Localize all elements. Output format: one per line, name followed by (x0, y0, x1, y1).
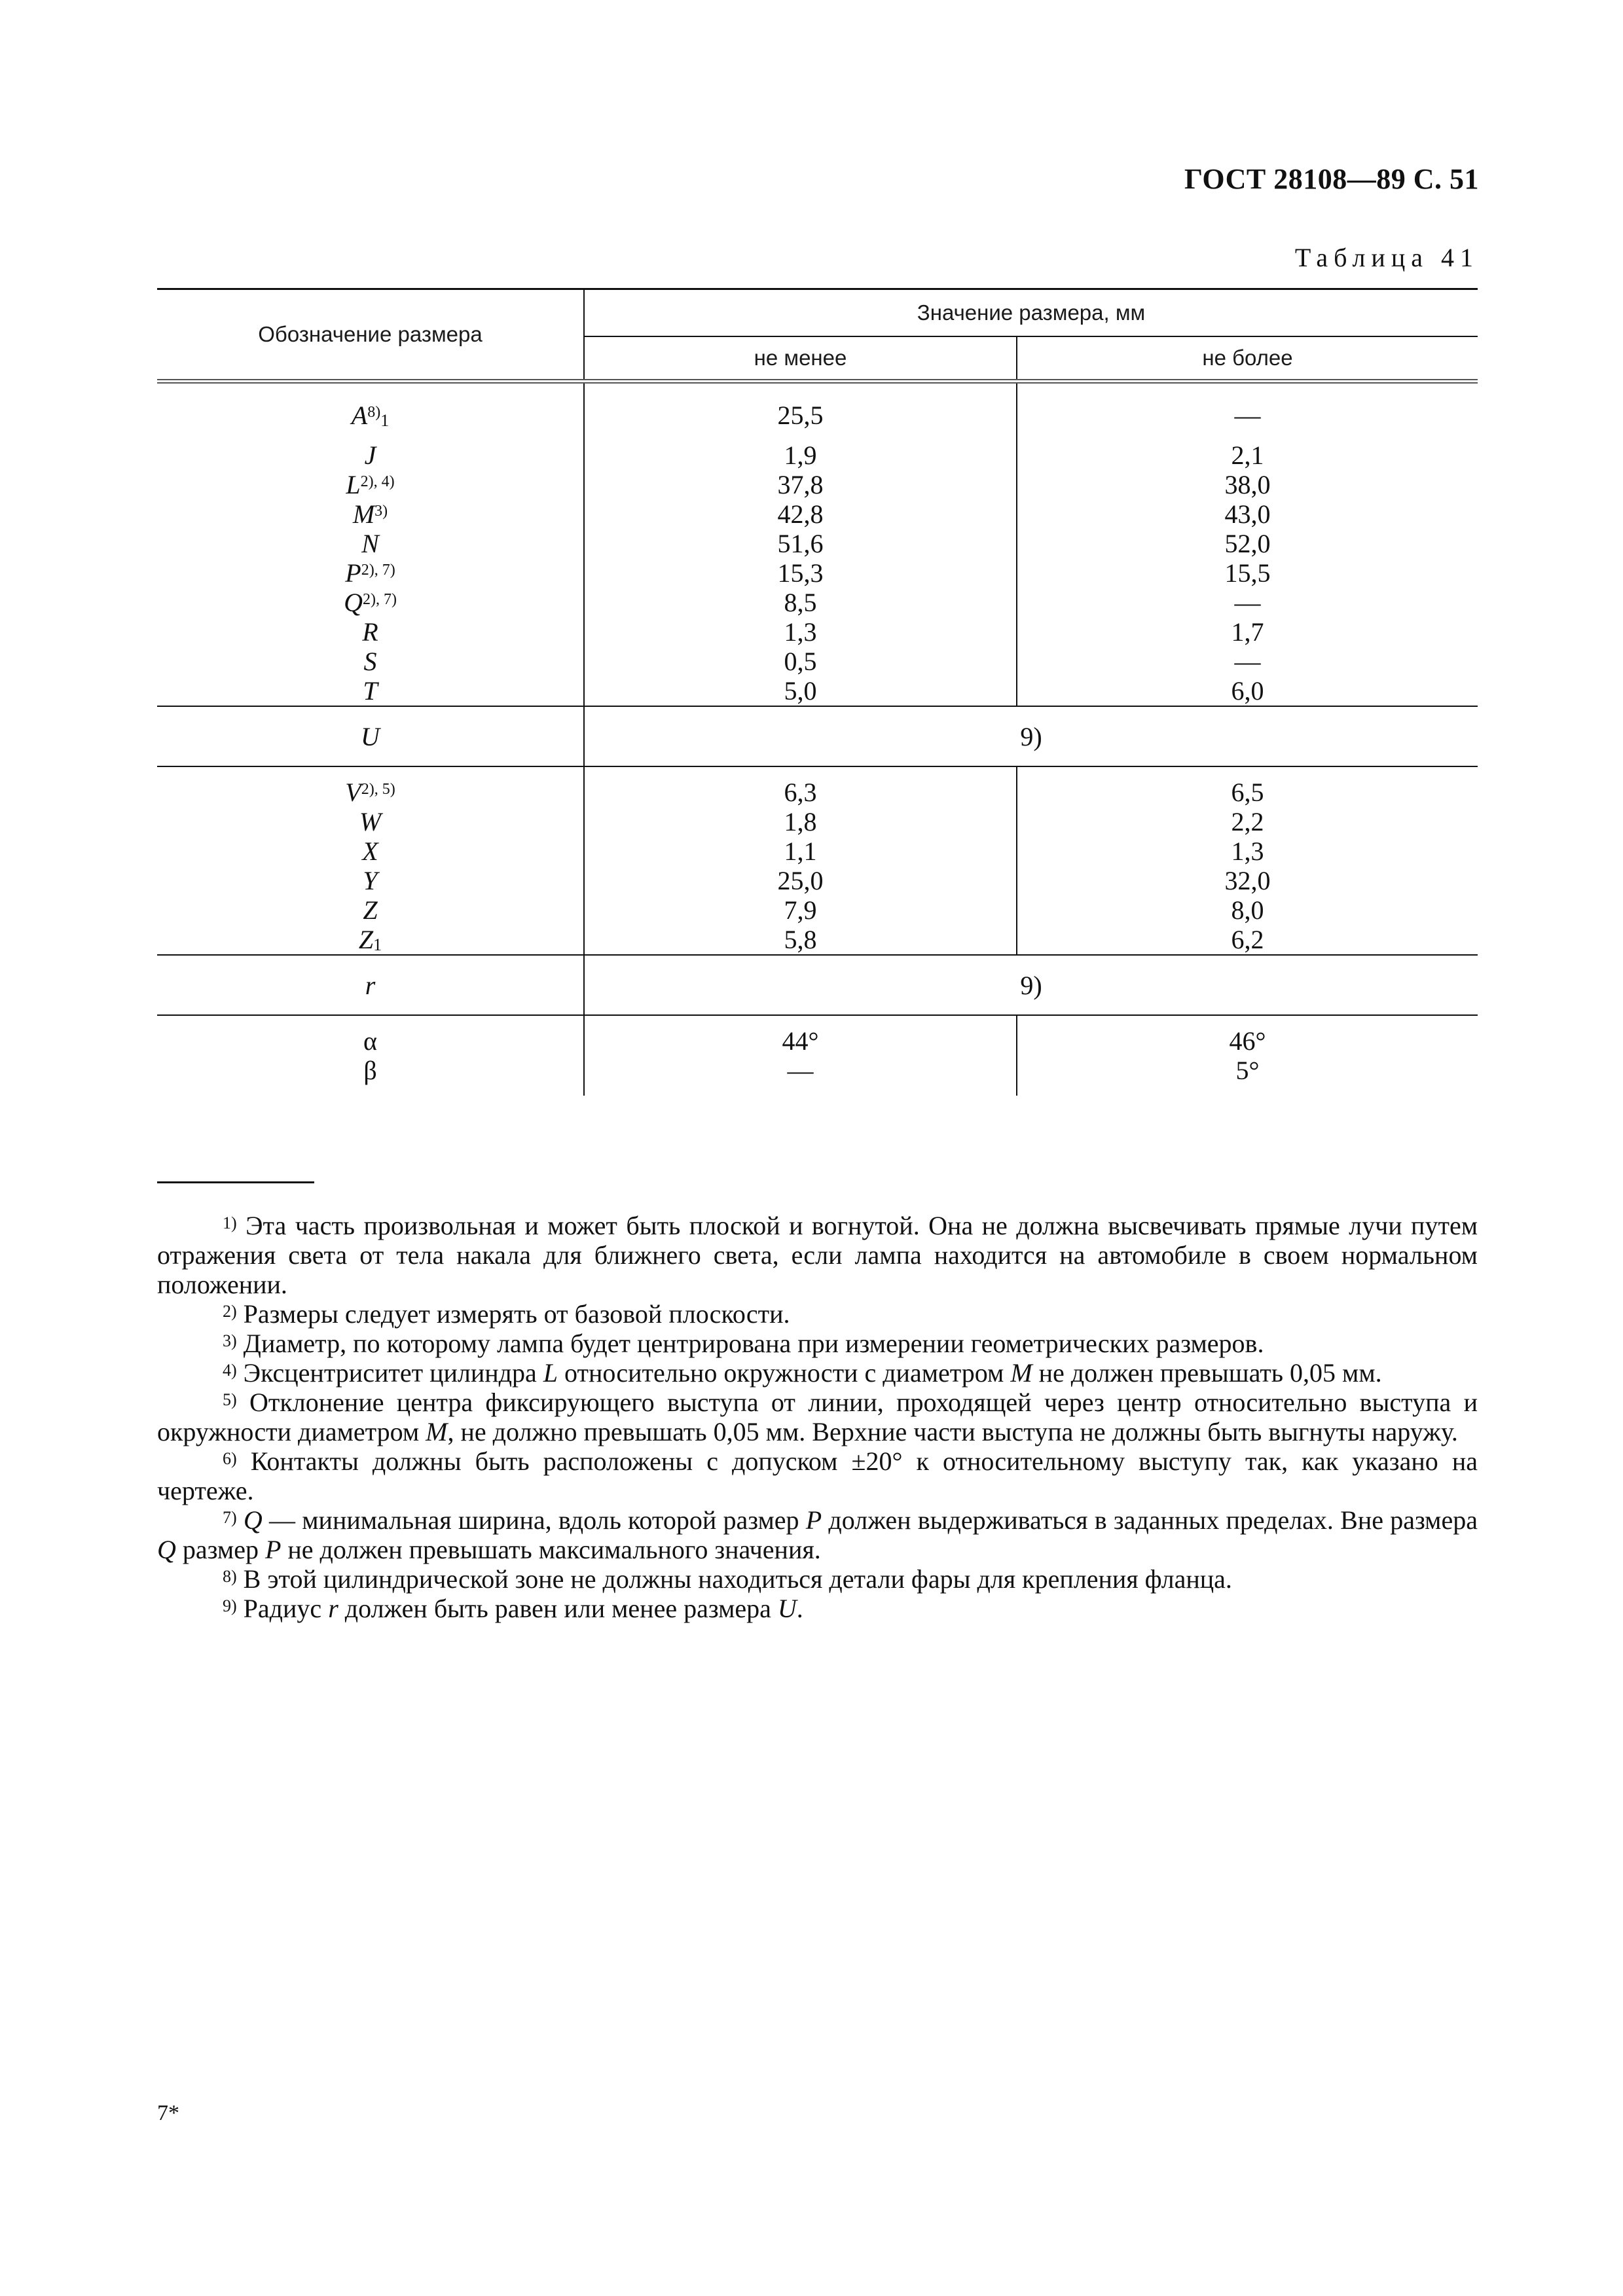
footnote-3: $^{3)}$ Диаметр, по которому лампа будет центрирована при измерении геометрических размеров. (223, 1329, 1264, 1358)
table-row (157, 558, 1478, 588)
table-row (157, 617, 1478, 647)
designation-cell: $Z_1$ (358, 925, 382, 954)
table-row (157, 866, 1478, 895)
min-value-cell: 1,3 (584, 617, 1017, 647)
table-label: Таблица 41 (1294, 243, 1479, 272)
table-row (157, 588, 1478, 617)
designation-cell: $Q^{2), 7)}$ (344, 588, 397, 617)
min-value-cell: 25,5 (584, 401, 1017, 430)
footnote-2: $^{2)}$ Размеры следует измерять от базовой плоскости. (223, 1299, 790, 1329)
max-value-cell: 52,0 (1017, 529, 1478, 558)
col-header-min: не менее (584, 336, 1017, 382)
min-value-cell: 1,1 (584, 836, 1017, 866)
table-row (157, 778, 1478, 807)
max-value-cell: 2,2 (1017, 807, 1478, 836)
designation-cell: T (363, 676, 378, 706)
max-value-cell: 5° (1017, 1056, 1478, 1085)
footnotes (157, 1211, 1478, 1623)
footnote-5: $^{5)}$ Отклонение центра фиксирующего выступа от линии, проходящей через центр относительно выступа и окружности диаметром M, не должно превышать 0,05 мм. Верхние части выступа не должны быть выгнуты наружу. (157, 1388, 1478, 1446)
dimensions-table (157, 288, 1478, 1096)
merged-value-cell: 9) (584, 706, 1478, 766)
designation-cell: $P^{2), 7)}$ (345, 558, 395, 588)
table-row (157, 925, 1478, 955)
max-value-cell: 2,1 (1017, 440, 1478, 470)
min-value-cell: 5,8 (584, 925, 1017, 955)
min-value-cell: 8,5 (584, 588, 1017, 617)
max-value-cell: 15,5 (1017, 558, 1478, 588)
table-row (157, 440, 1478, 470)
max-value-cell: 32,0 (1017, 866, 1478, 895)
footnote-6: $^{6)}$ Контакты должны быть расположены с допуском ±20° к относительному выступу так, как указано на чертеже. (157, 1446, 1478, 1505)
designation-cell: U (157, 706, 584, 766)
footnote-7: $^{7)}$ Q — минимальная ширина, вдоль которой размер P должен выдерживаться в заданных пределах. Вне размера Q размер P не должен превышать максимального значения. (157, 1505, 1478, 1564)
table-row (157, 895, 1478, 925)
min-value-cell: 51,6 (584, 529, 1017, 558)
designation-cell: β (363, 1056, 377, 1085)
max-value-cell: 8,0 (1017, 895, 1478, 925)
designation-cell: N (361, 529, 379, 558)
min-value-cell: 0,5 (584, 647, 1017, 676)
max-value-cell: 43,0 (1017, 499, 1478, 529)
min-value-cell: 7,9 (584, 895, 1017, 925)
designation-cell: α (363, 1026, 377, 1056)
max-value-cell: 1,3 (1017, 836, 1478, 866)
designation-cell: $A^{8)}_1$ (351, 401, 390, 430)
table-row (157, 1026, 1478, 1056)
min-value-cell: 15,3 (584, 558, 1017, 588)
max-value-cell: — (1017, 647, 1478, 676)
designation-cell: W (359, 807, 382, 836)
designation-cell: X (362, 836, 378, 866)
designation-cell: J (364, 440, 376, 470)
footnote-9: $^{9)}$ Радиус r должен быть равен или менее размера U. (223, 1594, 803, 1623)
min-value-cell: 1,8 (584, 807, 1017, 836)
table-row (157, 470, 1478, 499)
table-row (157, 955, 1478, 1015)
designation-cell: r (157, 955, 584, 1015)
table-row (157, 499, 1478, 529)
max-value-cell: — (1017, 588, 1478, 617)
max-value-cell: 38,0 (1017, 470, 1478, 499)
table-row (157, 807, 1478, 836)
footnote-4: $^{4)}$ Эксцентриситет цилиндра L относительно окружности с диаметром M не должен превышать 0,05 мм. (223, 1358, 1382, 1388)
min-value-cell: 6,3 (584, 778, 1017, 807)
max-value-cell: 6,0 (1017, 676, 1478, 706)
designation-cell: $L^{2), 4)}$ (346, 470, 395, 499)
table-row (157, 676, 1478, 706)
footnote-1: $^{1)}$ Эта часть произвольная и может быть плоской и вогнутой. Она не должна высвечивать прямые лучи путем отражения света от тела накала для ближнего света, если лампа находится на автомобиле в своем нормальном положении. (157, 1211, 1478, 1299)
designation-cell: Z (363, 895, 378, 925)
min-value-cell: — (584, 1056, 1017, 1085)
max-value-cell: — (1017, 401, 1478, 430)
table-row (157, 529, 1478, 558)
designation-cell: S (363, 647, 377, 676)
merged-value-cell: 9) (584, 955, 1478, 1015)
col-header-max: не более (1017, 336, 1478, 382)
max-value-cell: 46° (1017, 1026, 1478, 1056)
min-value-cell: 5,0 (584, 676, 1017, 706)
max-value-cell: 6,2 (1017, 925, 1478, 955)
min-value-cell: 1,9 (584, 440, 1017, 470)
footnote-8: $^{8)}$ В этой цилиндрической зоне не должны находиться детали фары для крепления фланца. (223, 1564, 1232, 1594)
table-body (157, 382, 1478, 1096)
min-value-cell: 44° (584, 1026, 1017, 1056)
table-row (157, 647, 1478, 676)
designation-cell: $V^{2), 5)}$ (345, 778, 395, 807)
page-mark: 7* (157, 2101, 179, 2125)
col-header-designation: Обозначение размера (157, 289, 584, 382)
table-row (157, 1056, 1478, 1085)
document-reference: ГОСТ 28108—89 С. 51 (1184, 163, 1479, 195)
footnote-divider (157, 1181, 314, 1183)
max-value-cell: 1,7 (1017, 617, 1478, 647)
table-row (157, 706, 1478, 766)
col-header-value: Значение размера, мм (584, 289, 1478, 337)
max-value-cell: 6,5 (1017, 778, 1478, 807)
table-row (157, 836, 1478, 866)
designation-cell: R (362, 617, 378, 647)
min-value-cell: 37,8 (584, 470, 1017, 499)
min-value-cell: 42,8 (584, 499, 1017, 529)
designation-cell: Y (363, 866, 378, 895)
designation-cell: $M^{3)}$ (352, 499, 388, 529)
min-value-cell: 25,0 (584, 866, 1017, 895)
table-row (157, 401, 1478, 430)
